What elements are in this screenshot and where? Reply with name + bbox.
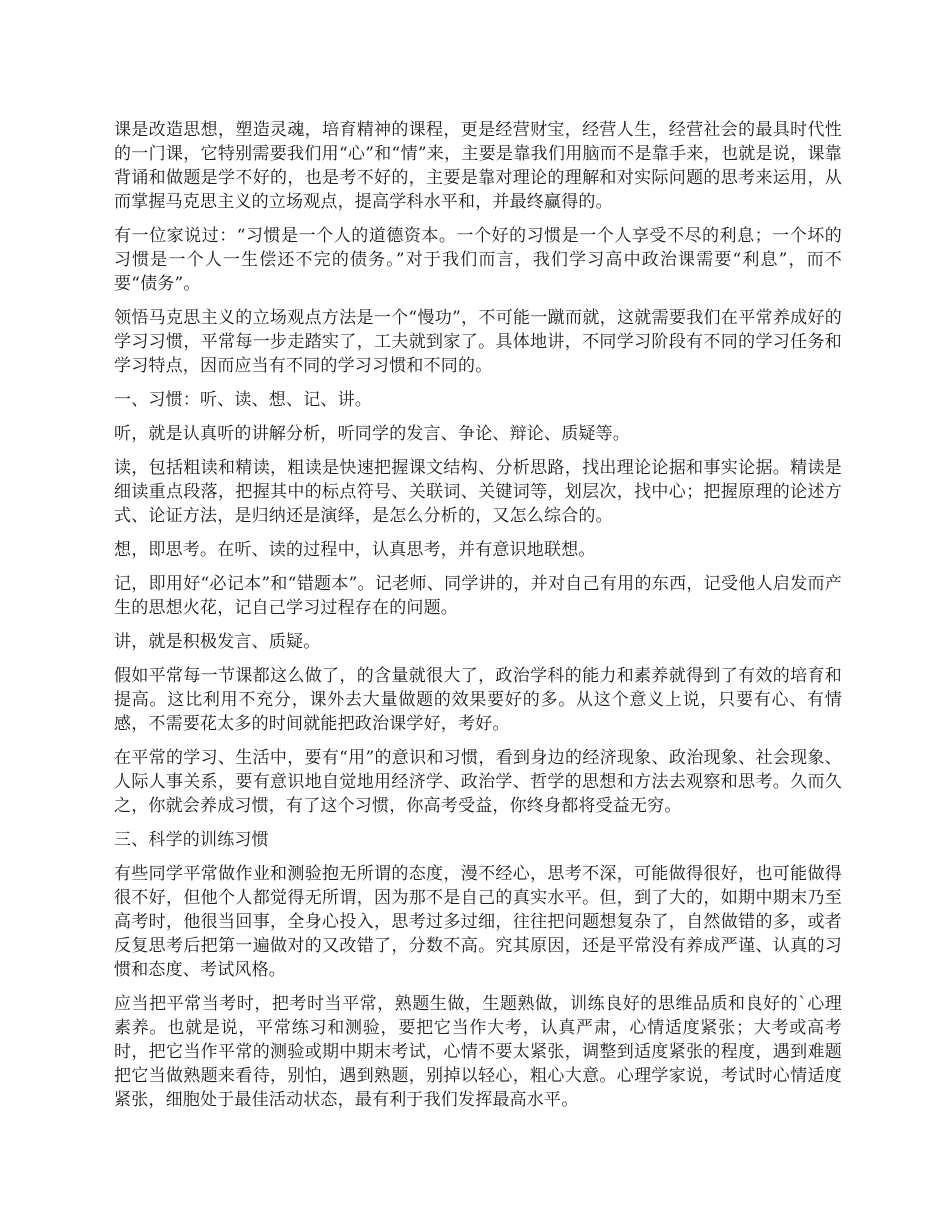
paragraph-intro: 课是改造思想，塑造灵魂，培育精神的课程，更是经营财宝，经营人生，经营社会的最具时代性的一门课，它特别需要我们用“心”和“情”来，主要是靠我们用脑而不是靠手来，也就是说，课靠背诵和做题是学不好的，也是考不好的，主要是靠对理论的理解和对实际问题的思考来运用，从而掌握马克思主义的立场观点，提高学科水平和，并最终赢得的。 xyxy=(114,120,842,212)
paragraph-speak: 讲，就是积极发言、质疑。 xyxy=(114,632,321,652)
section-heading-training: 三、科学的训练习惯 xyxy=(114,830,269,850)
paragraph-read: 读，包括粗读和精读，粗读是快速把握课文结构、分析思路，找出理论论据和事实论据。精读是细读重点段落，把握其中的标点符号、关联词、关键词等，划层次，找中心；把握原理的论述方式、论证方法，是归纳还是演绎，是怎么分析的，又怎么综合的。 xyxy=(114,458,842,526)
section-heading-habits: 一、习惯：听、读、想、记、讲。 xyxy=(114,390,372,410)
paragraph-attitude: 有些同学平常做作业和测验抱无所谓的态度，漫不经心，思考不深，可能做得很好，也可能做得很不好，但他个人都觉得无所谓，因为那不是自己的真实水平。但，到了大的，如期中期末乃至高考时，他很当回事，全身心投入，思考过多过细，往往把问题想复杂了，自然做错的多，或者反复思考后把第一遍做对的又改错了，分数不高。究其原因，还是平常没有养成严谨、认真的习惯和态度、考试风格。 xyxy=(114,864,842,980)
paragraph-think: 想，即思考。在听、读的过程中，认真思考，并有意识地联想。 xyxy=(114,540,596,560)
paragraph-note: 记，即用好“必记本”和“错题本”。记老师、同学讲的，并对自己有用的东西，记受他人启发而产生的思想火花，记自己学习过程存在的问题。 xyxy=(114,574,842,618)
paragraph-listen: 听，就是认真听的讲解分析，听同学的发言、争论、辩论、质疑等。 xyxy=(114,424,630,444)
document-page xyxy=(114,118,842,1122)
paragraph-apply: 在平常的学习、生活中，要有“用”的意识和习惯，看到身边的经济现象、政治现象、社会现象、人际人事关系，要有意识地自觉地用经济学、政治学、哲学的思想和方法去观察和思考。久而久之，你就会养成习惯，有了这个习惯，你高考受益，你终身都将受益无穷。 xyxy=(114,748,842,816)
paragraph-method: 领悟马克思主义的立场观点方法是一个“慢功”，不可能一蹴而就，这就需要我们在平常养成好的学习习惯，平常每一步走踏实了，工夫就到家了。具体地讲，不同学习阶段有不同的学习任务和学习特点，因而应当有不同的学习习惯和不同的。 xyxy=(114,308,842,376)
paragraph-quote: 有一位家说过：“习惯是一个人的道德资本。一个好的习惯是一个人享受不尽的利息；一个坏的习惯是一个人一生偿还不完的债务。”对于我们而言，我们学习高中政治课需要“利息”，而不要“债务”。 xyxy=(114,226,842,294)
paragraph-exam: 应当把平常当考时，把考时当平常，熟题生做，生题熟做，训练良好的思维品质和良好的`心理素养。也就是说，平常练习和测验，要把它当作大考，认真严肃，心情适度紧张；大考或高考时，把它当作平常的测验或期中期末考试，心情不要太紧张，调整到适度紧张的程度，遇到难题把它当做熟题来看待，别怕，遇到熟题，别掉以轻心，粗心大意。心理学家说，考试时心情适度紧张，细胞处于最佳活动状态，最有利于我们发挥最高水平。 xyxy=(114,994,842,1110)
paragraph-effect: 假如平常每一节课都这么做了，的含量就很大了，政治学科的能力和素养就得到了有效的培育和提高。这比利用不充分，课外去大量做题的效果要好的多。从这个意义上说，只要有心、有情感，不需要花太多的时间就能把政治课学好，考好。 xyxy=(114,666,842,734)
